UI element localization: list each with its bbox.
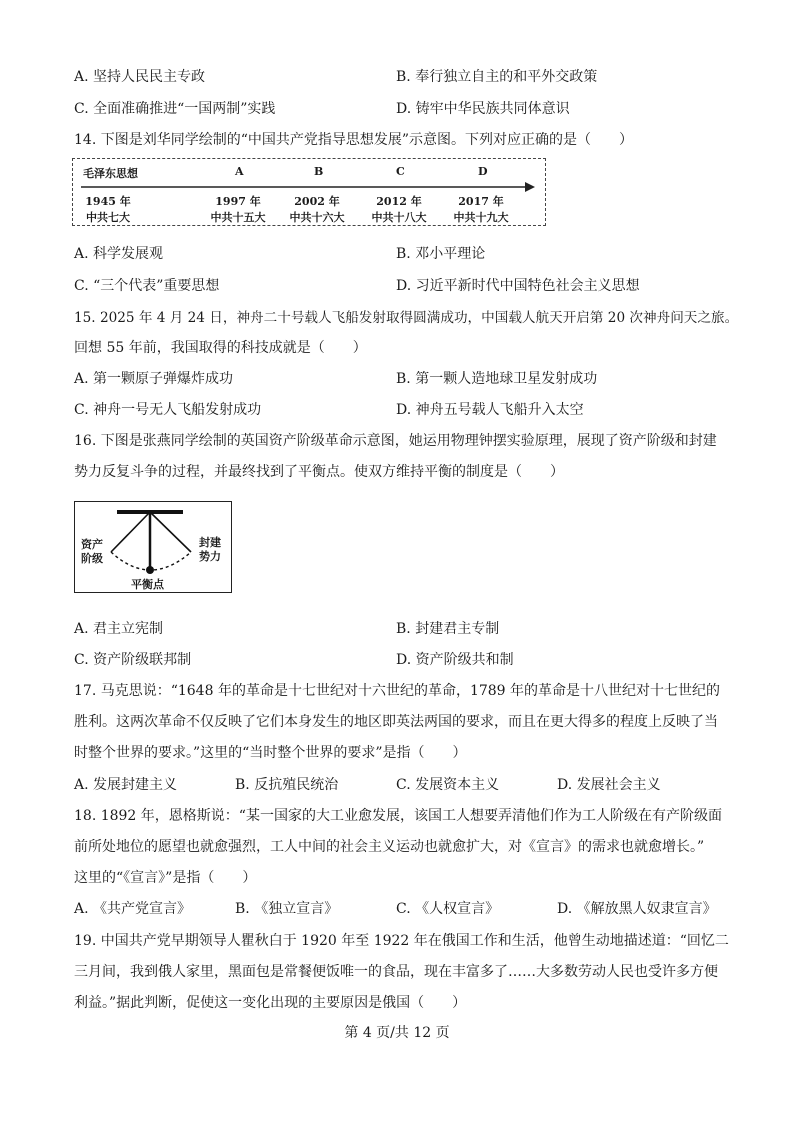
q15-option-c[interactable]: C. 神舟一号无人飞船发射成功 xyxy=(74,402,262,418)
q18-option-a[interactable]: A. 《共产党宣言》 xyxy=(74,901,192,917)
q13-option-a[interactable]: A. 坚持人民民主专政 xyxy=(74,69,206,85)
timeline-label-b: B xyxy=(314,165,324,178)
q15-option-b[interactable]: B. 第一颗人造地球卫星发射成功 xyxy=(396,371,598,387)
q16-option-b[interactable]: B. 封建君主专制 xyxy=(396,621,500,637)
q18-option-b[interactable]: B. 《独立宣言》 xyxy=(235,901,339,917)
q18-stem-line2: 前所处地位的愿望也就愈强烈，工人中间的社会主义运动也就愈扩大，对《宣言》的需求也就愈增长。” xyxy=(74,839,705,855)
q19-stem-line3: 利益。”据此判断，促使这一变化出现的主要原因是俄国（ ） xyxy=(74,995,467,1011)
q14-option-a[interactable]: A. 科学发展观 xyxy=(74,246,164,262)
q18-stem-line1: 18. 1892 年，恩格斯说：“某一国家的大工业愈发展，该国工人想要弄清他们作为工人阶级在有产阶级面 xyxy=(74,808,722,824)
timeline-year: 2002 年 xyxy=(294,195,340,208)
q18-stem-line3: 这里的“《宣言》”是指（ ） xyxy=(74,870,257,886)
timeline-congress: 中共七大 xyxy=(86,211,130,224)
q15-stem-line2: 回想 55 年前，我国取得的科技成就是（ ） xyxy=(74,340,367,356)
q16-stem-line1: 16. 下图是张燕同学绘制的英国资产阶级革命示意图，她运用物理钟摆实验原理，展现了资产阶级和封建 xyxy=(74,433,717,449)
q15-option-d[interactable]: D. 神舟五号载人飞船升入太空 xyxy=(396,402,584,418)
q16-option-d[interactable]: D. 资产阶级共和制 xyxy=(396,652,514,668)
q16-option-a[interactable]: A. 君主立宪制 xyxy=(74,621,164,637)
q13-option-d[interactable]: D. 铸牢中华民族共同体意识 xyxy=(396,101,570,117)
timeline-year: 2012 年 xyxy=(376,195,422,208)
q17-stem-line1: 17. 马克思说：“1648 年的革命是十七世纪对十六世纪的革命，1789 年的革命是十八世纪对十七世纪的 xyxy=(74,683,721,699)
timeline-label-c: C xyxy=(396,165,405,178)
q17-stem-line2: 胜利。这两次革命不仅反映了它们本身发生的地区即英法两国的要求，而且在更大得多的程度上反映了当 xyxy=(74,714,718,730)
timeline-year: 1945 年 xyxy=(85,195,131,208)
q14-option-d[interactable]: D. 习近平新时代中国特色社会主义思想 xyxy=(396,278,640,294)
page-number-footer: 第 4 页/共 12 页 xyxy=(344,1025,450,1041)
q19-stem-line2: 三月间，我到俄人家里，黑面包是常餐便饭唯一的食品，现在丰富多了……大多数劳动人民也受许多方便 xyxy=(74,964,718,980)
q13-option-b[interactable]: B. 奉行独立自主的和平外交政策 xyxy=(396,69,598,85)
q16-pendulum-figure xyxy=(74,501,232,593)
q15-option-a[interactable]: A. 第一颗原子弹爆炸成功 xyxy=(74,371,234,387)
timeline-congress: 中共十六大 xyxy=(289,211,345,224)
q14-stem: 14. 下图是刘华同学绘制的“中国共产党指导思想发展”示意图。下列对应正确的是（ ） xyxy=(74,132,634,148)
timeline-congress: 中共十八大 xyxy=(371,211,427,224)
q15-stem-line1: 15. 2025 年 4 月 24 日，神舟二十号载人飞船发射取得圆满成功，中国载人航天开启第 20 次神舟问天之旅。 xyxy=(74,310,739,326)
pendulum-left-label: 资产阶级 xyxy=(81,538,103,565)
timeline-year: 2017 年 xyxy=(458,195,504,208)
timeline-start-label: 毛泽东思想 xyxy=(83,167,138,180)
q14-timeline-figure xyxy=(72,158,546,226)
timeline-congress: 中共十五大 xyxy=(210,211,266,224)
q19-stem-line1: 19. 中国共产党早期领导人瞿秋白于 1920 年至 1922 年在俄国工作和生活，他曾生动地描述道：“回忆二 xyxy=(74,933,729,949)
q17-option-a[interactable]: A. 发展封建主义 xyxy=(74,777,178,793)
timeline-label-d: D xyxy=(478,165,488,178)
timeline-year: 1997 年 xyxy=(215,195,261,208)
q17-stem-line3: 时整个世界的要求。”这里的“当时整个世界的要求”是指（ ） xyxy=(74,745,467,761)
q14-option-c[interactable]: C. “三个代表”重要思想 xyxy=(74,278,220,294)
timeline-congress: 中共十九大 xyxy=(453,211,509,224)
q17-option-c[interactable]: C. 发展资本主义 xyxy=(396,777,500,793)
q17-option-b[interactable]: B. 反抗殖民统治 xyxy=(235,777,339,793)
q16-stem-line2: 势力反复斗争的过程，并最终找到了平衡点。使双方维持平衡的制度是（ ） xyxy=(74,464,564,480)
timeline-label-a: A xyxy=(235,165,244,178)
q17-option-d[interactable]: D. 发展社会主义 xyxy=(557,777,661,793)
pendulum-balance-label: 平衡点 xyxy=(131,578,164,591)
q13-option-c[interactable]: C. 全面准确推进“一国两制”实践 xyxy=(74,101,276,117)
q16-option-c[interactable]: C. 资产阶级联邦制 xyxy=(74,652,192,668)
q18-option-c[interactable]: C. 《人权宣言》 xyxy=(396,901,500,917)
pendulum-right-label: 封建势力 xyxy=(199,536,221,563)
q18-option-d[interactable]: D. 《解放黑人奴隶宣言》 xyxy=(557,901,717,917)
q14-option-b[interactable]: B. 邓小平理论 xyxy=(396,246,486,262)
